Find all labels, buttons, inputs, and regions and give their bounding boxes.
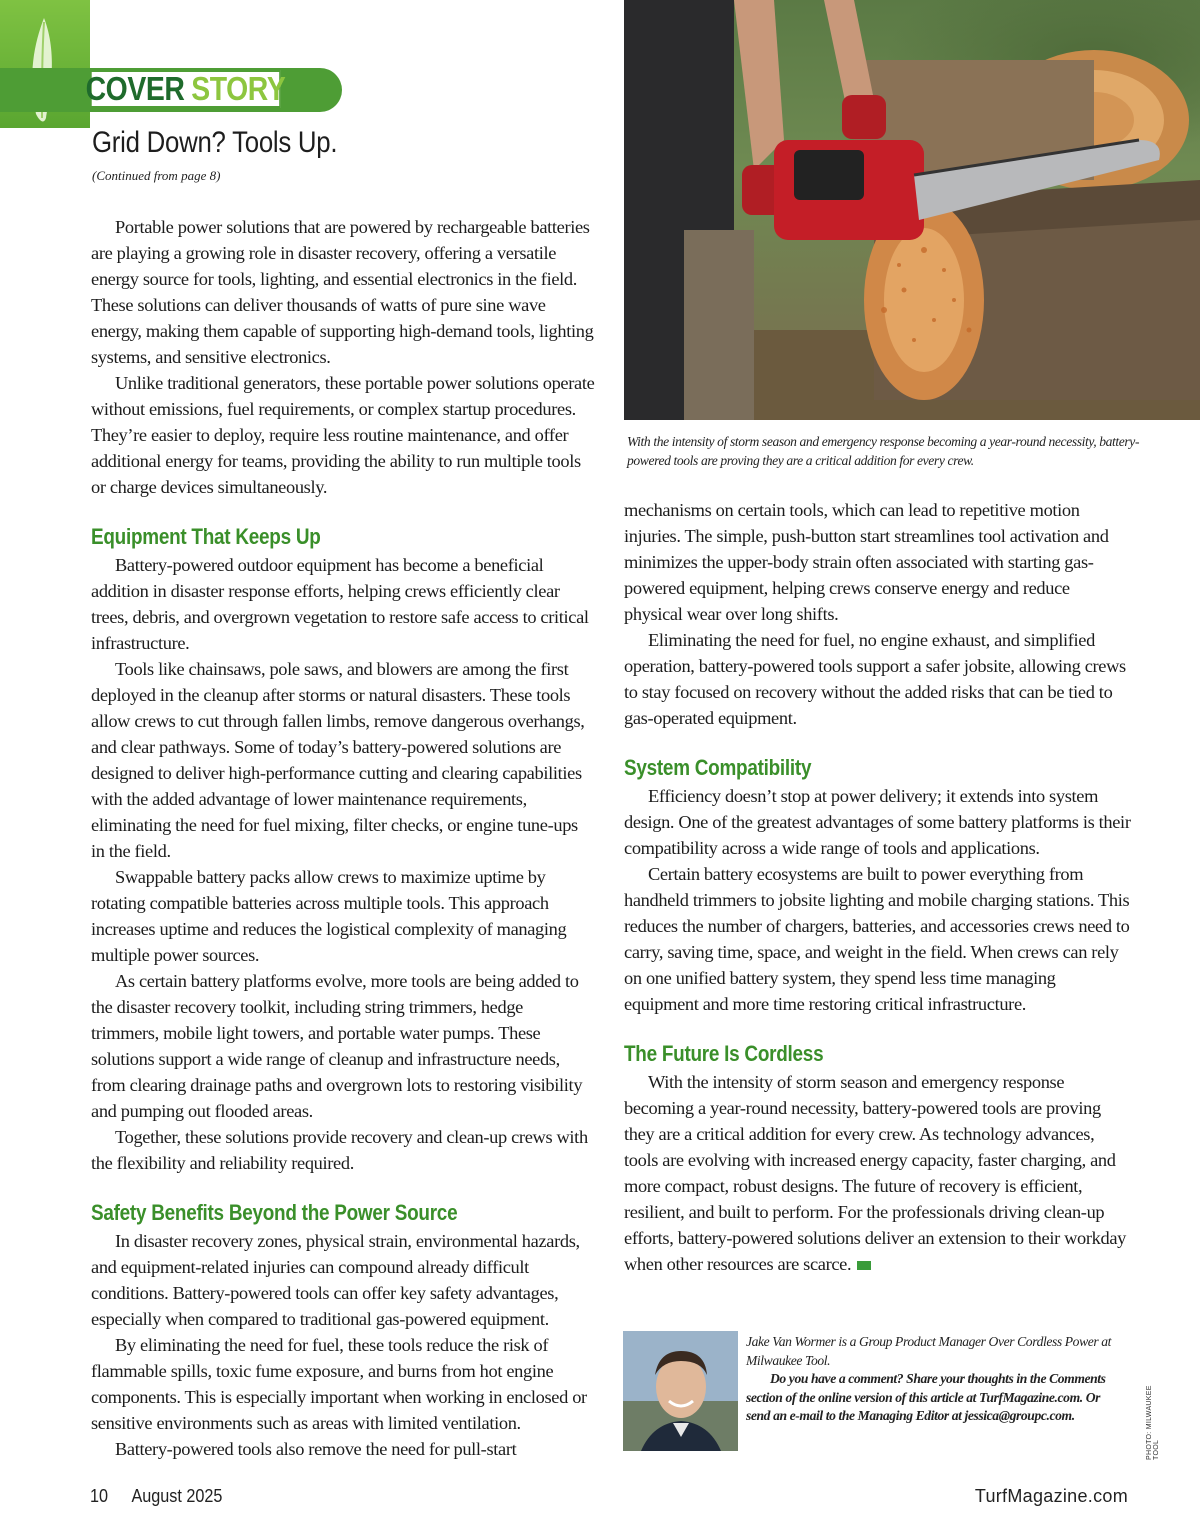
body-paragraph: Battery-powered tools also remove the need for pull-start xyxy=(115,1439,517,1459)
body-paragraph: Tools like chainsaws, pole saws, and blowers are among the first deployed in the cleanup after storms or natural disasters. These tools allow crews to cut through fallen limbs, remove dangerous overhangs, and clear pathways. Some of today’s battery-powered solutions are designed to deliver high-performance cutting and clearing capabilities with the added advantage of lower maintenance requirements, eliminating the need for fuel mixing, filter checks, or engine tune-ups in the field. xyxy=(91,659,585,861)
body-paragraph: Swappable battery packs allow crews to maximize uptime by rotating compatible batteries across multiple tools. This approach increases uptime and reduces the logistical complexity of managing multiple power sources. xyxy=(91,867,567,965)
end-of-article-mark xyxy=(857,1261,871,1270)
section-heading: The Future Is Cordless xyxy=(624,1041,824,1066)
author-portrait-illustration xyxy=(623,1331,738,1451)
body-paragraph: mechanisms on certain tools, which can lead to repetitive motion injuries. The simple, push-button start streamlines tool activation and minimizes the upper-body strain often associated with starting gas-powered equipment, helping crews conserve energy and reduce physical wear over long shifts. xyxy=(624,500,1109,624)
body-paragraph: Eliminating the need for fuel, no engine exhaust, and simplified operation, battery-powered tools support a safer jobsite, allowing crews to stay focused on recovery without the added risks that can be tied to gas-operated equipment. xyxy=(624,630,1126,728)
photo-credit: PHOTO: MILWAUKEE TOOL xyxy=(1146,1385,1160,1460)
section-heading: Equipment That Keeps Up xyxy=(91,524,321,549)
body-paragraph: Certain battery ecosystems are built to power everything from handheld trimmers to jobsite lighting and mobile charging stations. This reduces the number of chargers, batteries, and accessories crews need to carry, saving time, space, and weight in the field. When crews can rely on one unified battery system, they spend less time managing equipment and more time restoring critical infrastructure. xyxy=(624,864,1130,1014)
photo-caption: With the intensity of storm season and emergency response becoming a year-round necessity, battery-powered tools are proving they are a critical addition for every crew. xyxy=(627,434,1140,468)
body-paragraph xyxy=(624,1069,1132,1277)
footer-left xyxy=(90,1486,222,1507)
issue-date: August 2025 xyxy=(131,1486,223,1506)
body-paragraph: By eliminating the need for fuel, these tools reduce the risk of flammable spills, toxic fume exposure, and burns from hot engine components. This is especially important when working in enclosed or sensitive environments such as areas with limited ventilation. xyxy=(91,1335,587,1433)
intro-paragraph: Portable power solutions that are powered by rechargeable batteries are playing a growing role in disaster recovery, offering a versatile energy source for tools, lighting, and essential electronics in the field. These solutions can deliver thousands of watts of pure sine wave energy, making them capable of supporting high-demand tools, lighting systems, and sensitive electronics. xyxy=(91,217,594,367)
final-paragraph-text: With the intensity of storm season and emergency response becoming a year-round necessity, battery-powered tools are proving they are a critical addition for every crew. As technology advances, tools are evolving with increased energy capacity, faster charging, and more compact, robust designs. The future of recovery is efficient, resilient, and built to perform. For the professionals driving clean-up efforts, battery-powered solutions deliver an extension to their workday when other resources are scarce. xyxy=(624,1072,1127,1274)
section-label xyxy=(85,70,286,108)
author-photo xyxy=(623,1331,738,1451)
author-bio xyxy=(746,1333,1122,1426)
section-label-word1: COVER xyxy=(85,70,185,107)
left-column xyxy=(91,214,595,1462)
section-heading: Safety Benefits Beyond the Power Source xyxy=(91,1200,458,1225)
right-column xyxy=(624,497,1132,1277)
continued-note: (Continued from page 8) xyxy=(92,168,221,183)
body-paragraph: Together, these solutions provide recovery and clean-up crews with the flexibility and reliability required. xyxy=(91,1127,588,1173)
section-heading: System Compatibility xyxy=(624,755,812,780)
section-label-word2: STORY xyxy=(191,70,286,107)
article-headline: Grid Down? Tools Up. xyxy=(92,126,338,159)
body-paragraph: In disaster recovery zones, physical strain, environmental hazards, and equipment-related injuries can compound already difficult conditions. Battery-powered tools can offer key safety advantages, especially when compared to traditional gas-powered equipment. xyxy=(91,1231,580,1329)
body-paragraph: Battery-powered outdoor equipment has become a beneficial addition in disaster response efforts, helping crews efficiently clear trees, debris, and overgrown vegetation to restore safe access to critical infrastructure. xyxy=(91,555,589,653)
page-number: 10 xyxy=(90,1486,109,1506)
chainsaw-log-illustration xyxy=(624,0,1200,420)
comment-callout: Do you have a comment? Share your thoughts in the Comments section of the online version of this article at TurfMagazine.com. Or send an e-mail to the Managing Editor at jessica@groupc.com. xyxy=(746,1371,1106,1423)
body-paragraph: Efficiency doesn’t stop at power delivery; it extends into system design. One of the greatest advantages of some battery platforms is their compatibility across a wide range of tools and applications. xyxy=(624,786,1131,858)
footer-site: TurfMagazine.com xyxy=(974,1486,1128,1506)
body-paragraph: As certain battery platforms evolve, more tools are being added to the disaster recovery toolkit, including string trimmers, hedge trimmers, mobile light towers, and portable water pumps. These solutions support a wide range of cleanup and infrastructure needs, from clearing drainage paths and overgrown lots to restoring visibility and pumping out flooded areas. xyxy=(91,971,583,1121)
chainsaw-photo xyxy=(624,0,1200,420)
intro-paragraph: Unlike traditional generators, these portable power solutions operate without emissions, fuel requirements, or complex startup procedures. They’re easier to deploy, require less routine maintenance, and offer additional energy for teams, providing the ability to run multiple tools or charge devices simultaneously. xyxy=(91,373,595,497)
author-bio-text: Jake Van Wormer is a Group Product Manager Over Cordless Power at Milwaukee Tool. xyxy=(746,1334,1112,1368)
